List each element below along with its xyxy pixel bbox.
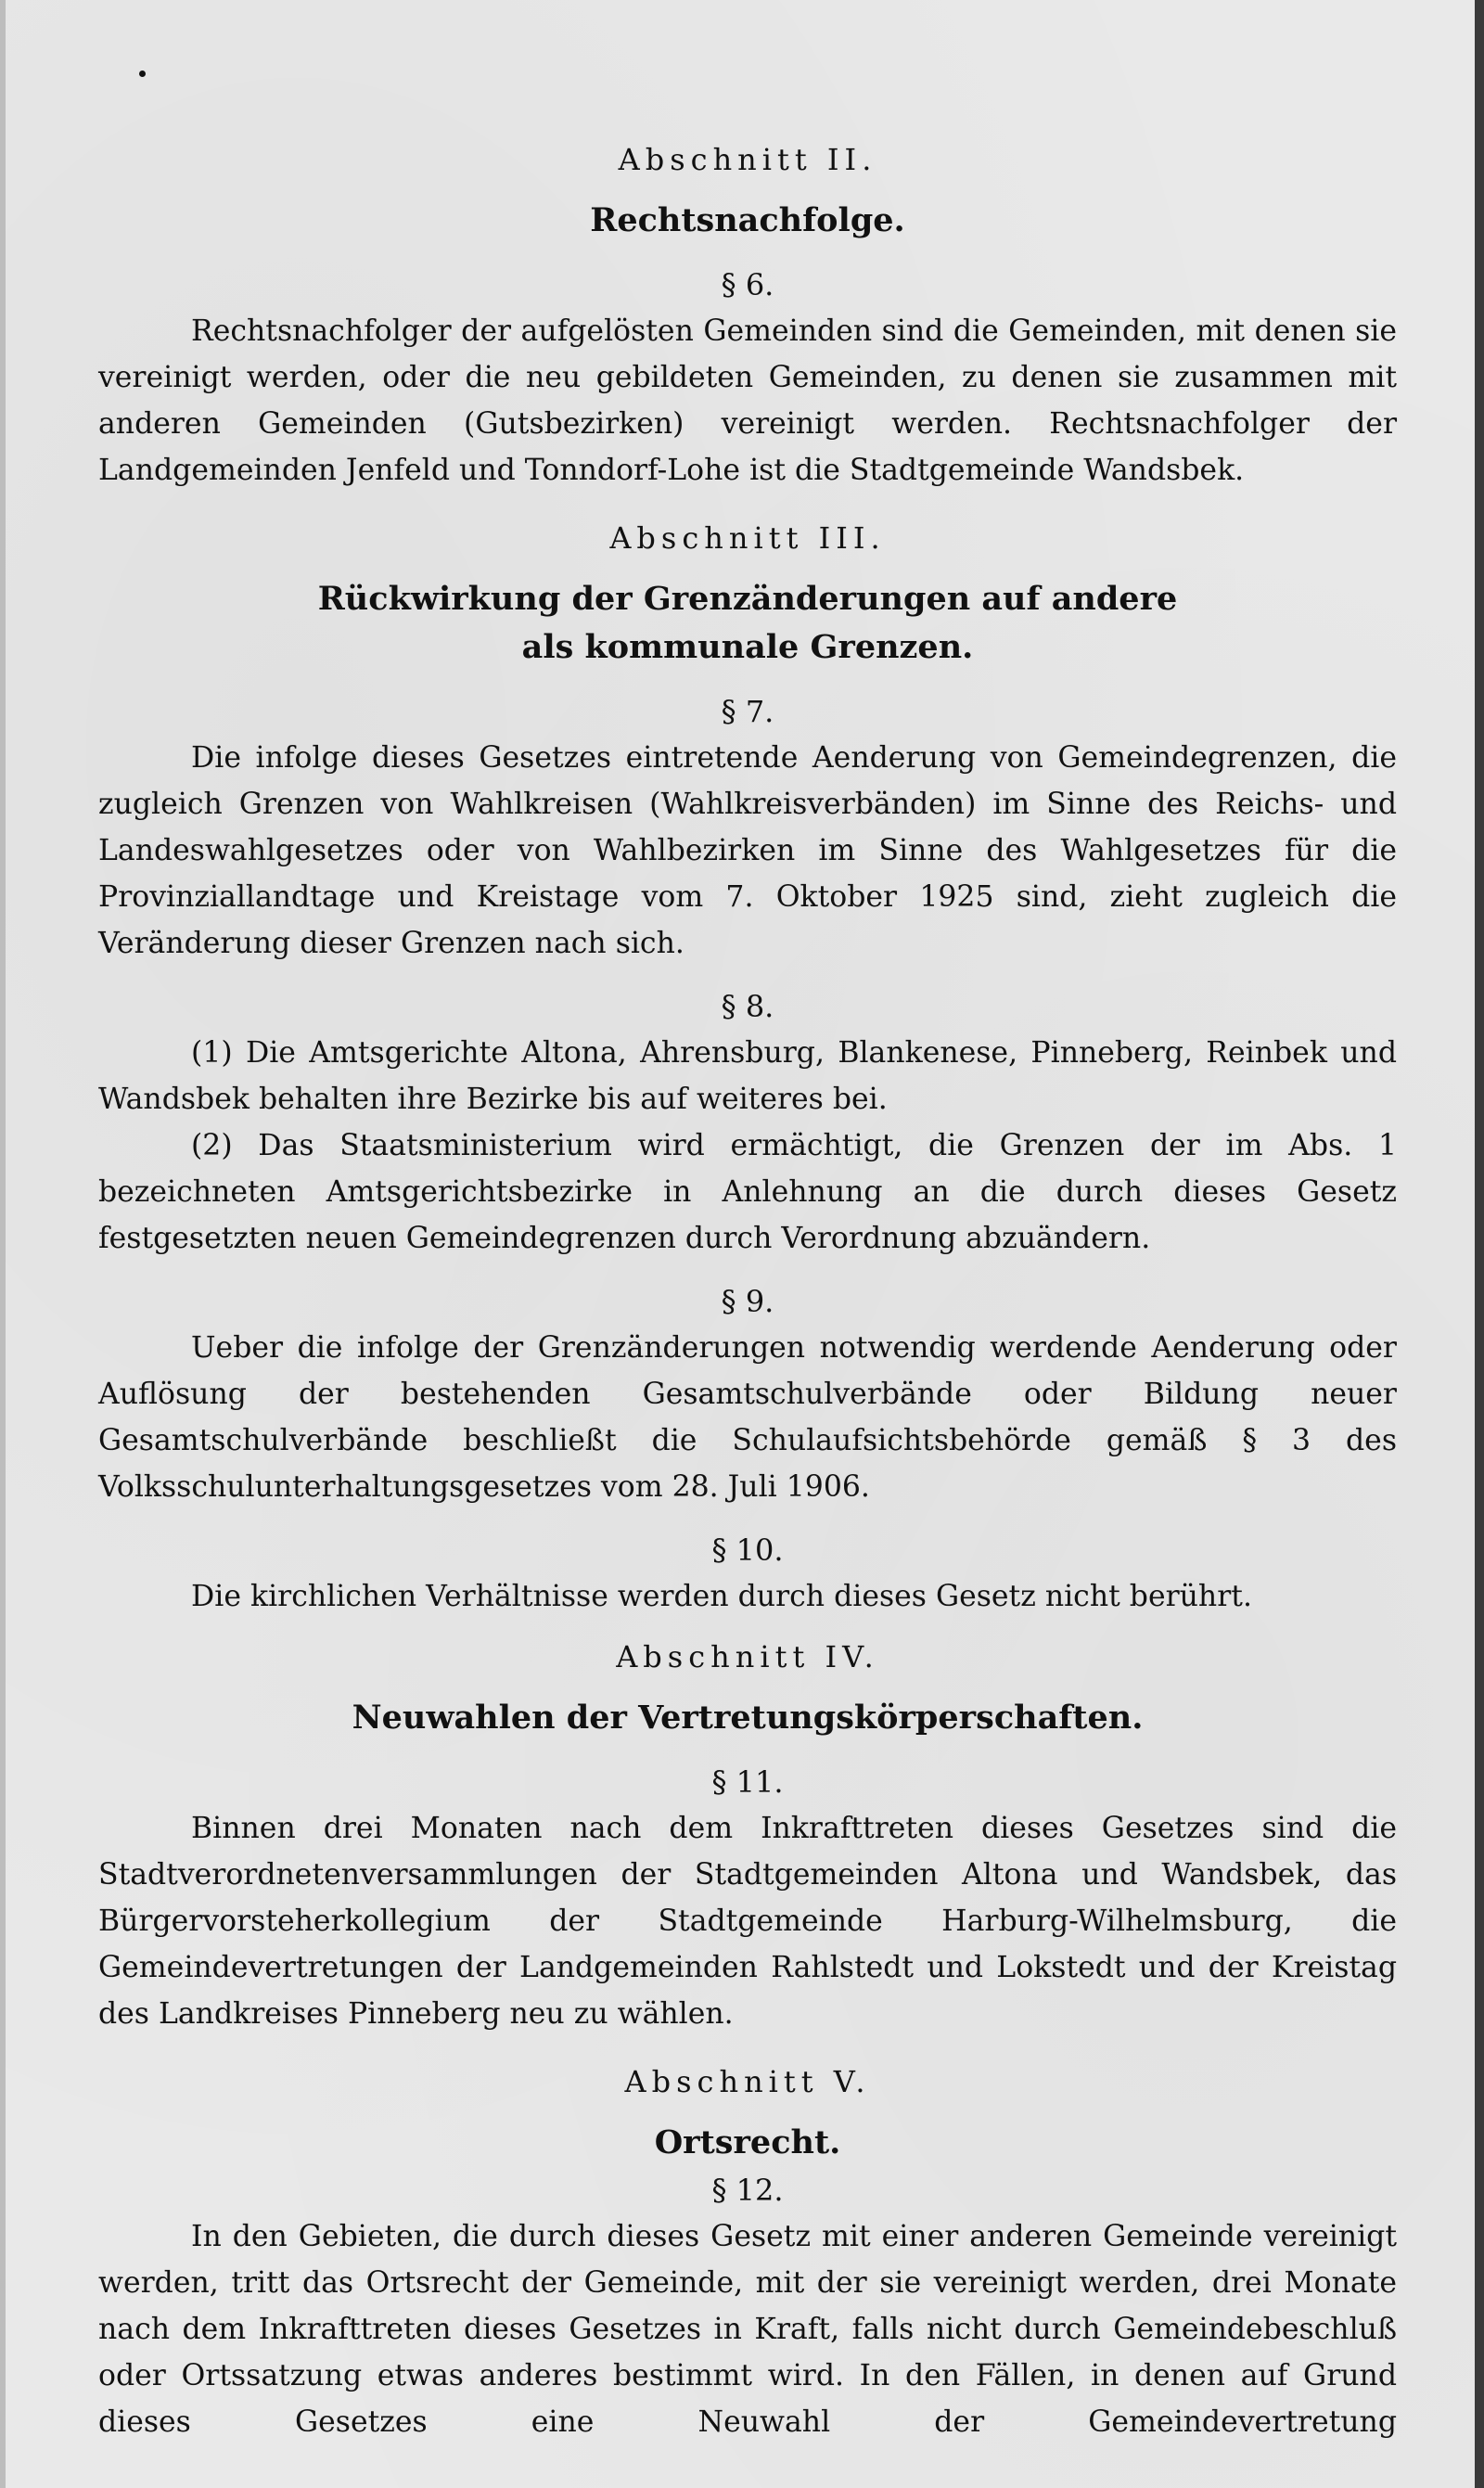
paragraph-12-text: In den Gebieten, die durch dieses Gesetz mit einer anderen Gemeinde vereinigt werden, tritt das Ortsrecht der Gemeinde, mit der sie vereinigt werden, drei Monate nach dem Inkrafttreten dieses Gesetzes in Kraft, falls nicht durch Gemeindebeschluß oder Ortssatzung etwas anderes bestimmt wird. In den Fällen, in denen auf Grund dieses Gesetzes eine Neuwahl der Gemeindevertretung [98, 2220, 1397, 2439]
paragraph-sign-8: § 8. [721, 989, 774, 1024]
section-heading-iv: Abschnitt IV. [616, 1639, 879, 1674]
section-title-iv: Neuwahlen der Vertretungskörperschaften. [352, 1699, 1144, 1737]
section-heading-v: Abschnitt V. [624, 2064, 871, 2099]
paragraph-6-text: Rechtsnachfolger der aufgelösten Gemeinden sind die Gemeinden, mit denen sie vereinigt werden, oder die neu gebildeten Gemeinden, zu denen sie zusammen mit anderen Gemeinden (Gutsbezirken) vereinigt werden. Rechtsnachfolger der Landgemeinden Jenfeld und Tonndorf-Lohe ist die Stadtgemeinde Wandsbek. [98, 314, 1397, 487]
paragraph-11-text: Binnen drei Monaten nach dem Inkrafttreten dieses Gesetzes sind die Stadtverordnetenversammlungen der Stadtgemeinden Altona und Wandsbek, das Bürgervorsteherkollegium der Stadtgemeinde Harburg-Wilhelmsburg, die Gemeindevertretungen der Landgemeinden Rahlstedt und Lokstedt und der Kreistag des Landkreises Pinneberg neu zu wählen. [98, 1812, 1397, 2031]
section-title-ii: Rechtsnachfolge. [590, 201, 905, 239]
paragraph-sign-7: § 7. [721, 694, 774, 729]
paragraph-sign-10: § 10. [711, 1533, 784, 1568]
scan-edge-right [1475, 0, 1484, 2488]
section-heading-ii: Abschnitt II. [618, 142, 877, 177]
section-heading-iii: Abschnitt III. [609, 520, 886, 556]
paragraph-7-text: Die infolge dieses Gesetzes eintretende Aenderung von Gemeindegrenzen, die zugleich Grenzen von Wahlkreisen (Wahlkreisverbänden) im Sinne des Reichs- und Landeswahlgesetzes oder von Wahlbezirken im Sinne des Wahlgesetzes für die Provinziallandtage und Kreistage vom 7. Oktober 1925 sind, zieht zugleich die Veränderung dieser Grenzen nach sich. [98, 741, 1397, 960]
section-title-iii-line1: Rückwirkung der Grenzänderungen auf andere [317, 580, 1178, 618]
paragraph-sign-12: § 12. [711, 2173, 784, 2208]
scan-edge-left [0, 0, 6, 2488]
paragraph-sign-6: § 6. [721, 267, 774, 302]
paragraph-9-text: Ueber die infolge der Grenzänderungen notwendig werdende Aenderung oder Auflösung der bestehenden Gesamtschulverbände oder Bildung neuer Gesamtschulverbände beschließt die Schulaufsichtsbehörde gemäß § 3 des Volksschulunterhaltungsgesetzes vom 28. Juli 1906. [98, 1331, 1397, 1504]
paragraph-sign-11: § 11. [711, 1764, 784, 1800]
paragraph-sign-9: § 9. [721, 1284, 774, 1319]
scan-speck [139, 71, 146, 77]
paragraph-8-abs-1: (1) Die Amtsgerichte Altona, Ahrensburg, Blankenese, Pinneberg, Reinbek und Wandsbek behalten ihre Bezirke bis auf weiteres bei. [98, 1036, 1397, 1116]
section-title-v: Ortsrecht. [654, 2123, 841, 2161]
paragraph-10-text: Die kirchlichen Verhältnisse werden durch dieses Gesetz nicht berührt. [191, 1580, 1252, 1613]
paragraph-8-abs-2: (2) Das Staatsministerium wird ermächtigt, die Grenzen der im Abs. 1 bezeichneten Amtsgerichtsbezirke in Anlehnung an die durch dieses Gesetz festgesetzten neuen Gemeindegrenzen durch Verordnung abzuändern. [98, 1129, 1397, 1255]
document-body [98, 139, 1397, 2445]
section-title-iii-line2: als kommunale Grenzen. [521, 628, 974, 666]
